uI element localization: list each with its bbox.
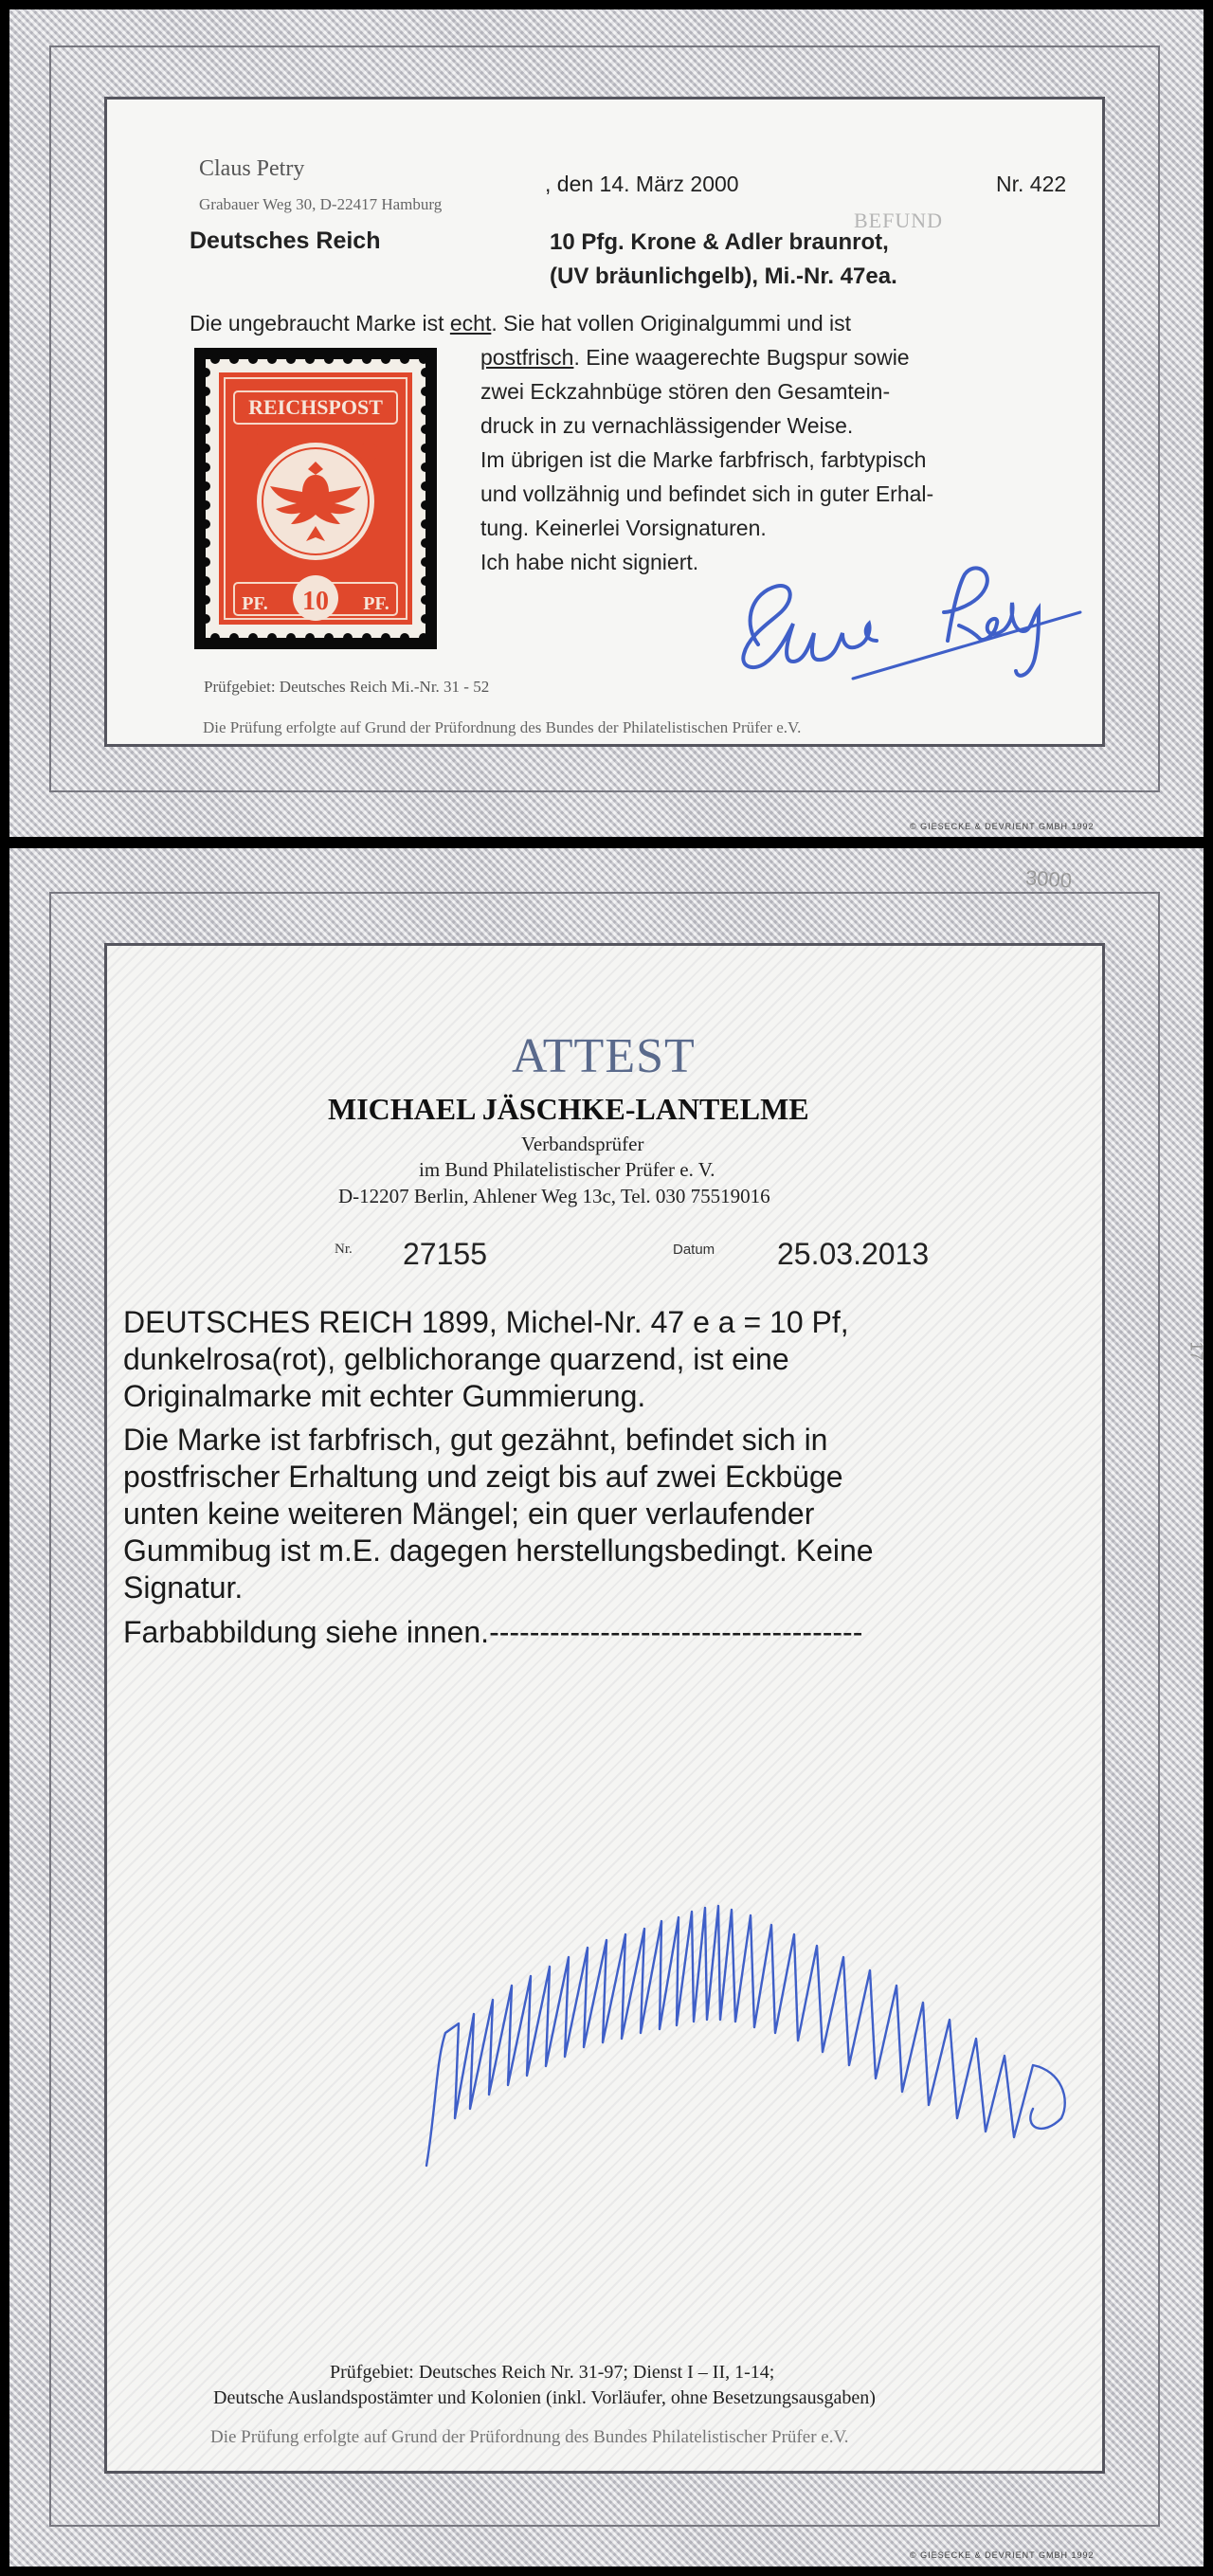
- body-line-2-suffix: . Eine waagerechte Bugspur sowie: [573, 345, 910, 370]
- stamp-description-line-1: 10 Pfg. Krone & Adler braunrot,: [550, 229, 889, 255]
- body-line: Die Marke ist farbfrisch, gut gezähnt, befindet sich in: [123, 1423, 828, 1457]
- examiner-name: Claus Petry: [199, 156, 305, 181]
- certificate-number: Nr. 422: [996, 172, 1067, 196]
- body-line: zwei Eckzahnbüge stören den Gesamtein-: [480, 379, 891, 404]
- examiner-address: D-12207 Berlin, Ahlener Weg 13c, Tel. 030 75519016: [338, 1185, 770, 1207]
- certificate-footer: Die Prüfung erfolgte auf Grund der Prüfordnung des Bundes Philatelistischer Prüfer e.V.: [210, 2427, 849, 2447]
- examiner-signature-1: [711, 559, 1118, 692]
- body-line: postfrischer Erhaltung und zeigt bis auf zwei Eckbüge: [123, 1460, 843, 1494]
- body-line-1-prefix: Die ungebraucht Marke ist: [190, 311, 450, 336]
- attest-title: ATTEST: [512, 1029, 696, 1083]
- body-line: Ich habe nicht signiert.: [480, 550, 699, 574]
- body-line: und vollzähnig und befindet sich in guter Erhal-: [480, 481, 934, 506]
- examiner-name: MICHAEL JÄSCHKE-LANTELME: [328, 1092, 809, 1126]
- pruefgebiet-line-2: Deutsche Auslandspostämter und Kolonien (inkl. Vorläufer, ohne Besetzungsausgaben): [213, 2387, 876, 2408]
- body-line-1-suffix: . Sie hat vollen Originalgummi und ist: [491, 311, 852, 336]
- certificate-footer: Die Prüfung erfolgte auf Grund der Prüfordnung des Bundes der Philatelistischen Prüfer e.V.: [203, 718, 802, 736]
- body-line: tung. Keinerlei Vorsignaturen.: [480, 516, 767, 540]
- printer-label: © GIESECKE & DEVRIENT GMBH 1992: [910, 822, 1095, 831]
- body-line: Gummibug ist m.E. dagegen herstellungsbedingt. Keine: [123, 1533, 874, 1568]
- body-line: Signatur.: [123, 1570, 244, 1605]
- certificate-date: , den 14. März 2000: [545, 172, 739, 196]
- examiner-signature-2: [407, 1853, 1204, 2185]
- certificate-attest: [9, 848, 1204, 2567]
- printer-label: © GIESECKE & DEVRIENT GMBH 1992: [910, 2550, 1095, 2560]
- certificate-number: 27155: [403, 1237, 487, 1271]
- body-line: DEUTSCHES REICH 1899, Michel-Nr. 47 e a = 10 Pf,: [123, 1305, 849, 1339]
- stamp-value-text: 10: [302, 587, 329, 616]
- stamp-right-text: PF.: [363, 593, 389, 614]
- pruefgebiet: Prüfgebiet: Deutsches Reich Mi.-Nr. 31 - 52: [204, 678, 490, 696]
- stamp-image: [194, 348, 437, 649]
- pruefgebiet-line-1: Prüfgebiet: Deutsches Reich Nr. 31-97; Dienst I – II, 1-14;: [330, 2362, 775, 2383]
- stamp-left-text: PF.: [242, 593, 268, 614]
- body-line-2: [480, 340, 910, 374]
- body-line-color-reference: Farbabbildung siehe innen.-------------------------------------: [123, 1615, 863, 1649]
- body-line: Originalmarke mit echter Gummierung.: [123, 1379, 646, 1413]
- examiner-address: Grabauer Weg 30, D-22417 Hamburg: [199, 195, 443, 213]
- country-heading: Deutsches Reich: [190, 227, 381, 254]
- body-line: Im übrigen ist die Marke farbfrisch, farbtypisch: [480, 447, 927, 472]
- body-line-1: [190, 306, 851, 340]
- date-label: Datum: [673, 1242, 715, 1258]
- certificate-befund: [9, 9, 1204, 837]
- befund-label: BEFUND: [854, 209, 944, 232]
- stamp-illustration: [206, 359, 425, 638]
- body-emph-echt: echt: [449, 311, 492, 336]
- side-mark: 17: [1186, 1341, 1206, 1361]
- examiner-association: im Bund Philatelistischer Prüfer e. V.: [419, 1158, 715, 1181]
- examiner-role: Verbandsprüfer: [521, 1133, 644, 1155]
- handwritten-note: 3000: [1024, 865, 1073, 893]
- body-emph-postfrisch: postfrisch: [480, 345, 574, 370]
- stamp-top-text: REICHSPOST: [248, 395, 383, 419]
- certificate-date: 25.03.2013: [777, 1237, 930, 1271]
- body-line: unten keine weiteren Mängel; ein quer verlaufender: [123, 1497, 815, 1531]
- body-line: dunkelrosa(rot), gelblichorange quarzend, ist eine: [123, 1342, 789, 1376]
- stamp-description-line-2: (UV bräunlichgelb), Mi.-Nr. 47ea.: [550, 263, 897, 289]
- body-line: druck in zu vernachlässigender Weise.: [480, 413, 854, 438]
- number-label: Nr.: [335, 1242, 353, 1257]
